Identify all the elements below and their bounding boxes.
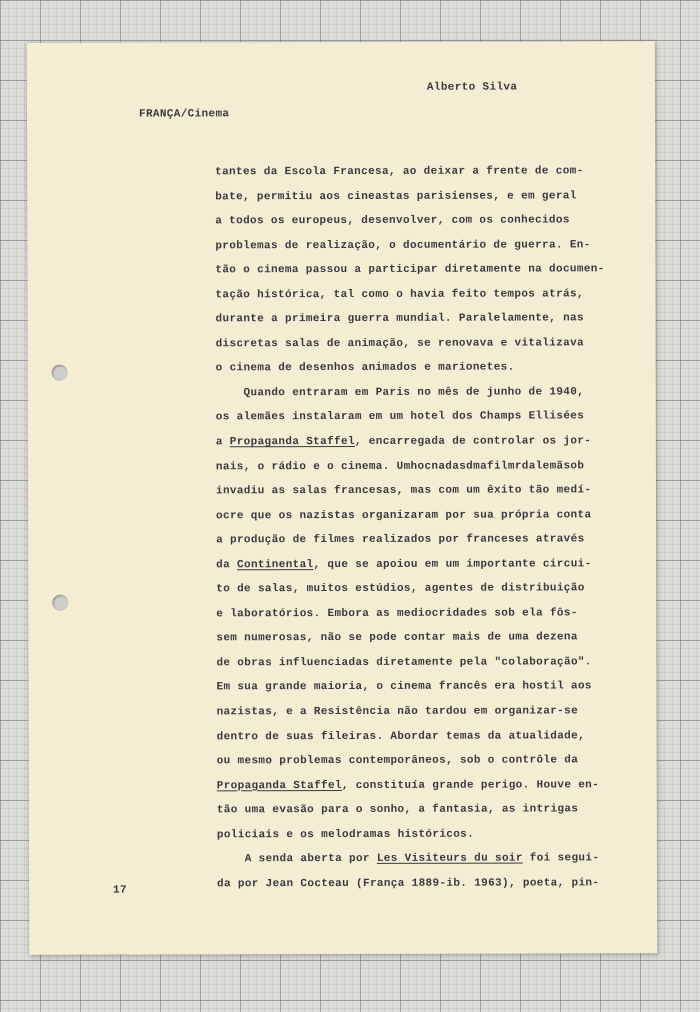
text-line <box>216 626 646 652</box>
text-line <box>217 871 647 897</box>
text-segment: to de salas, muitos estúdios, agentes de distribuição <box>216 582 585 596</box>
underlined-title: Continental <box>237 558 314 572</box>
text-line <box>216 380 646 406</box>
text-segment: tação histórica, tal como o havia feito tempos atrás, <box>215 288 584 302</box>
text-segment: sem numerosas, não se pode contar mais de uma dezena <box>216 631 578 645</box>
page-number: 17 <box>113 884 127 897</box>
text-line <box>217 724 647 750</box>
text-line <box>217 748 647 774</box>
text-segment: , encarregada de controlar os jor- <box>354 435 592 448</box>
section-heading: FRANÇA/Cinema <box>138 108 230 121</box>
text-segment: tão uma evasão para o sonho, a fantasia, as intrigas <box>216 803 579 817</box>
text-line <box>216 527 646 553</box>
text-segment: ocre que os nazistas organizaram por sua própria conta <box>216 509 592 522</box>
underlined-title: Propaganda Staffel <box>229 435 355 449</box>
text-segment: dentro de suas fileiras. Abordar temas da atualidade, <box>216 729 586 743</box>
text-segment: bate, permitiu aos cineastas parisienses, e em geral <box>215 189 577 203</box>
text-segment: da <box>216 559 238 572</box>
text-line <box>216 356 646 382</box>
text-segment: o cinema de desenhos animados e marionetes. <box>215 361 515 375</box>
text-segment: a produção de filmes realizados por franceses através <box>216 533 585 547</box>
text-segment: policiais e os melodramas históricos. <box>216 828 475 842</box>
text-segment: a todos os europeus, desenvolver, com os conhecidos <box>215 214 570 228</box>
text-segment: tantes da Escola Francesa, ao deixar a frente de com- <box>215 165 584 179</box>
text-line <box>215 208 645 234</box>
text-line <box>217 773 647 799</box>
text-line <box>215 282 645 308</box>
text-line <box>215 184 645 210</box>
author-name: Alberto Silva <box>426 81 518 94</box>
text-segment: A senda aberta por <box>216 853 377 866</box>
typewritten-page <box>27 41 657 955</box>
text-line <box>215 257 645 283</box>
text-line <box>216 675 646 701</box>
text-line <box>217 847 647 873</box>
text-segment: problemas de realização, o documentário de guerra. En- <box>215 238 591 252</box>
text-segment: e laboratórios. Embora as mediocridades sob ela fôs- <box>216 607 578 621</box>
text-segment: a <box>215 436 230 449</box>
text-segment: durante a primeira guerra mundial. Paralelamente, nas <box>215 312 584 326</box>
text-line <box>216 577 646 603</box>
body-text <box>215 159 647 897</box>
text-segment: Em sua grande maioria, o cinema francês era hostil aos <box>216 680 592 694</box>
text-segment: discretas salas de animação, se renovava e vitalizava <box>215 337 585 351</box>
text-segment: , que se apoiou em um importante circui- <box>313 558 592 571</box>
text-segment: de obras influenciadas diretamente pela "colaboração". <box>216 656 592 670</box>
underlined-title: Les Visiteurs du soir <box>376 852 523 866</box>
underlined-title: Propaganda Staffel <box>216 779 342 793</box>
text-line <box>216 331 646 357</box>
text-line <box>217 822 647 848</box>
text-segment: , constituía grande perigo. Houve en- <box>341 778 600 792</box>
text-line <box>216 454 646 480</box>
text-segment: os alemães instalaram em um hotel dos Champs Ellisées <box>215 410 585 424</box>
text-line <box>216 650 646 676</box>
text-segment: Quando entraram em Paris no mês de junho de 1940, <box>215 386 585 400</box>
punch-hole <box>52 595 68 611</box>
text-line <box>216 405 646 431</box>
text-segment: tão o cinema passou a participar diretamente na documen- <box>215 263 605 277</box>
text-line <box>217 699 647 725</box>
text-line <box>216 503 646 529</box>
text-segment: foi segui- <box>522 852 600 865</box>
text-segment: nais, o rádio e o cinema. Umhocnadasdmafilmrdalemãsob <box>215 459 585 473</box>
text-line <box>216 601 646 627</box>
punch-hole <box>52 365 68 381</box>
text-line <box>217 797 647 823</box>
text-segment: invadiu as salas francesas, mas com um êxito tão medí- <box>215 484 592 498</box>
text-line <box>216 478 646 504</box>
text-segment: da por Jean Cocteau (França 1889-ib. 1963), poeta, pin- <box>216 877 600 891</box>
text-line <box>216 429 646 455</box>
text-segment: ou mesmo problemas contemporâneos, sob o contrôle da <box>216 754 579 768</box>
text-line <box>216 552 646 578</box>
text-segment: nazistas, e a Resistência não tardou em organizar-se <box>216 705 579 719</box>
text-line <box>215 233 645 259</box>
text-line <box>216 306 646 332</box>
text-line <box>215 159 645 185</box>
